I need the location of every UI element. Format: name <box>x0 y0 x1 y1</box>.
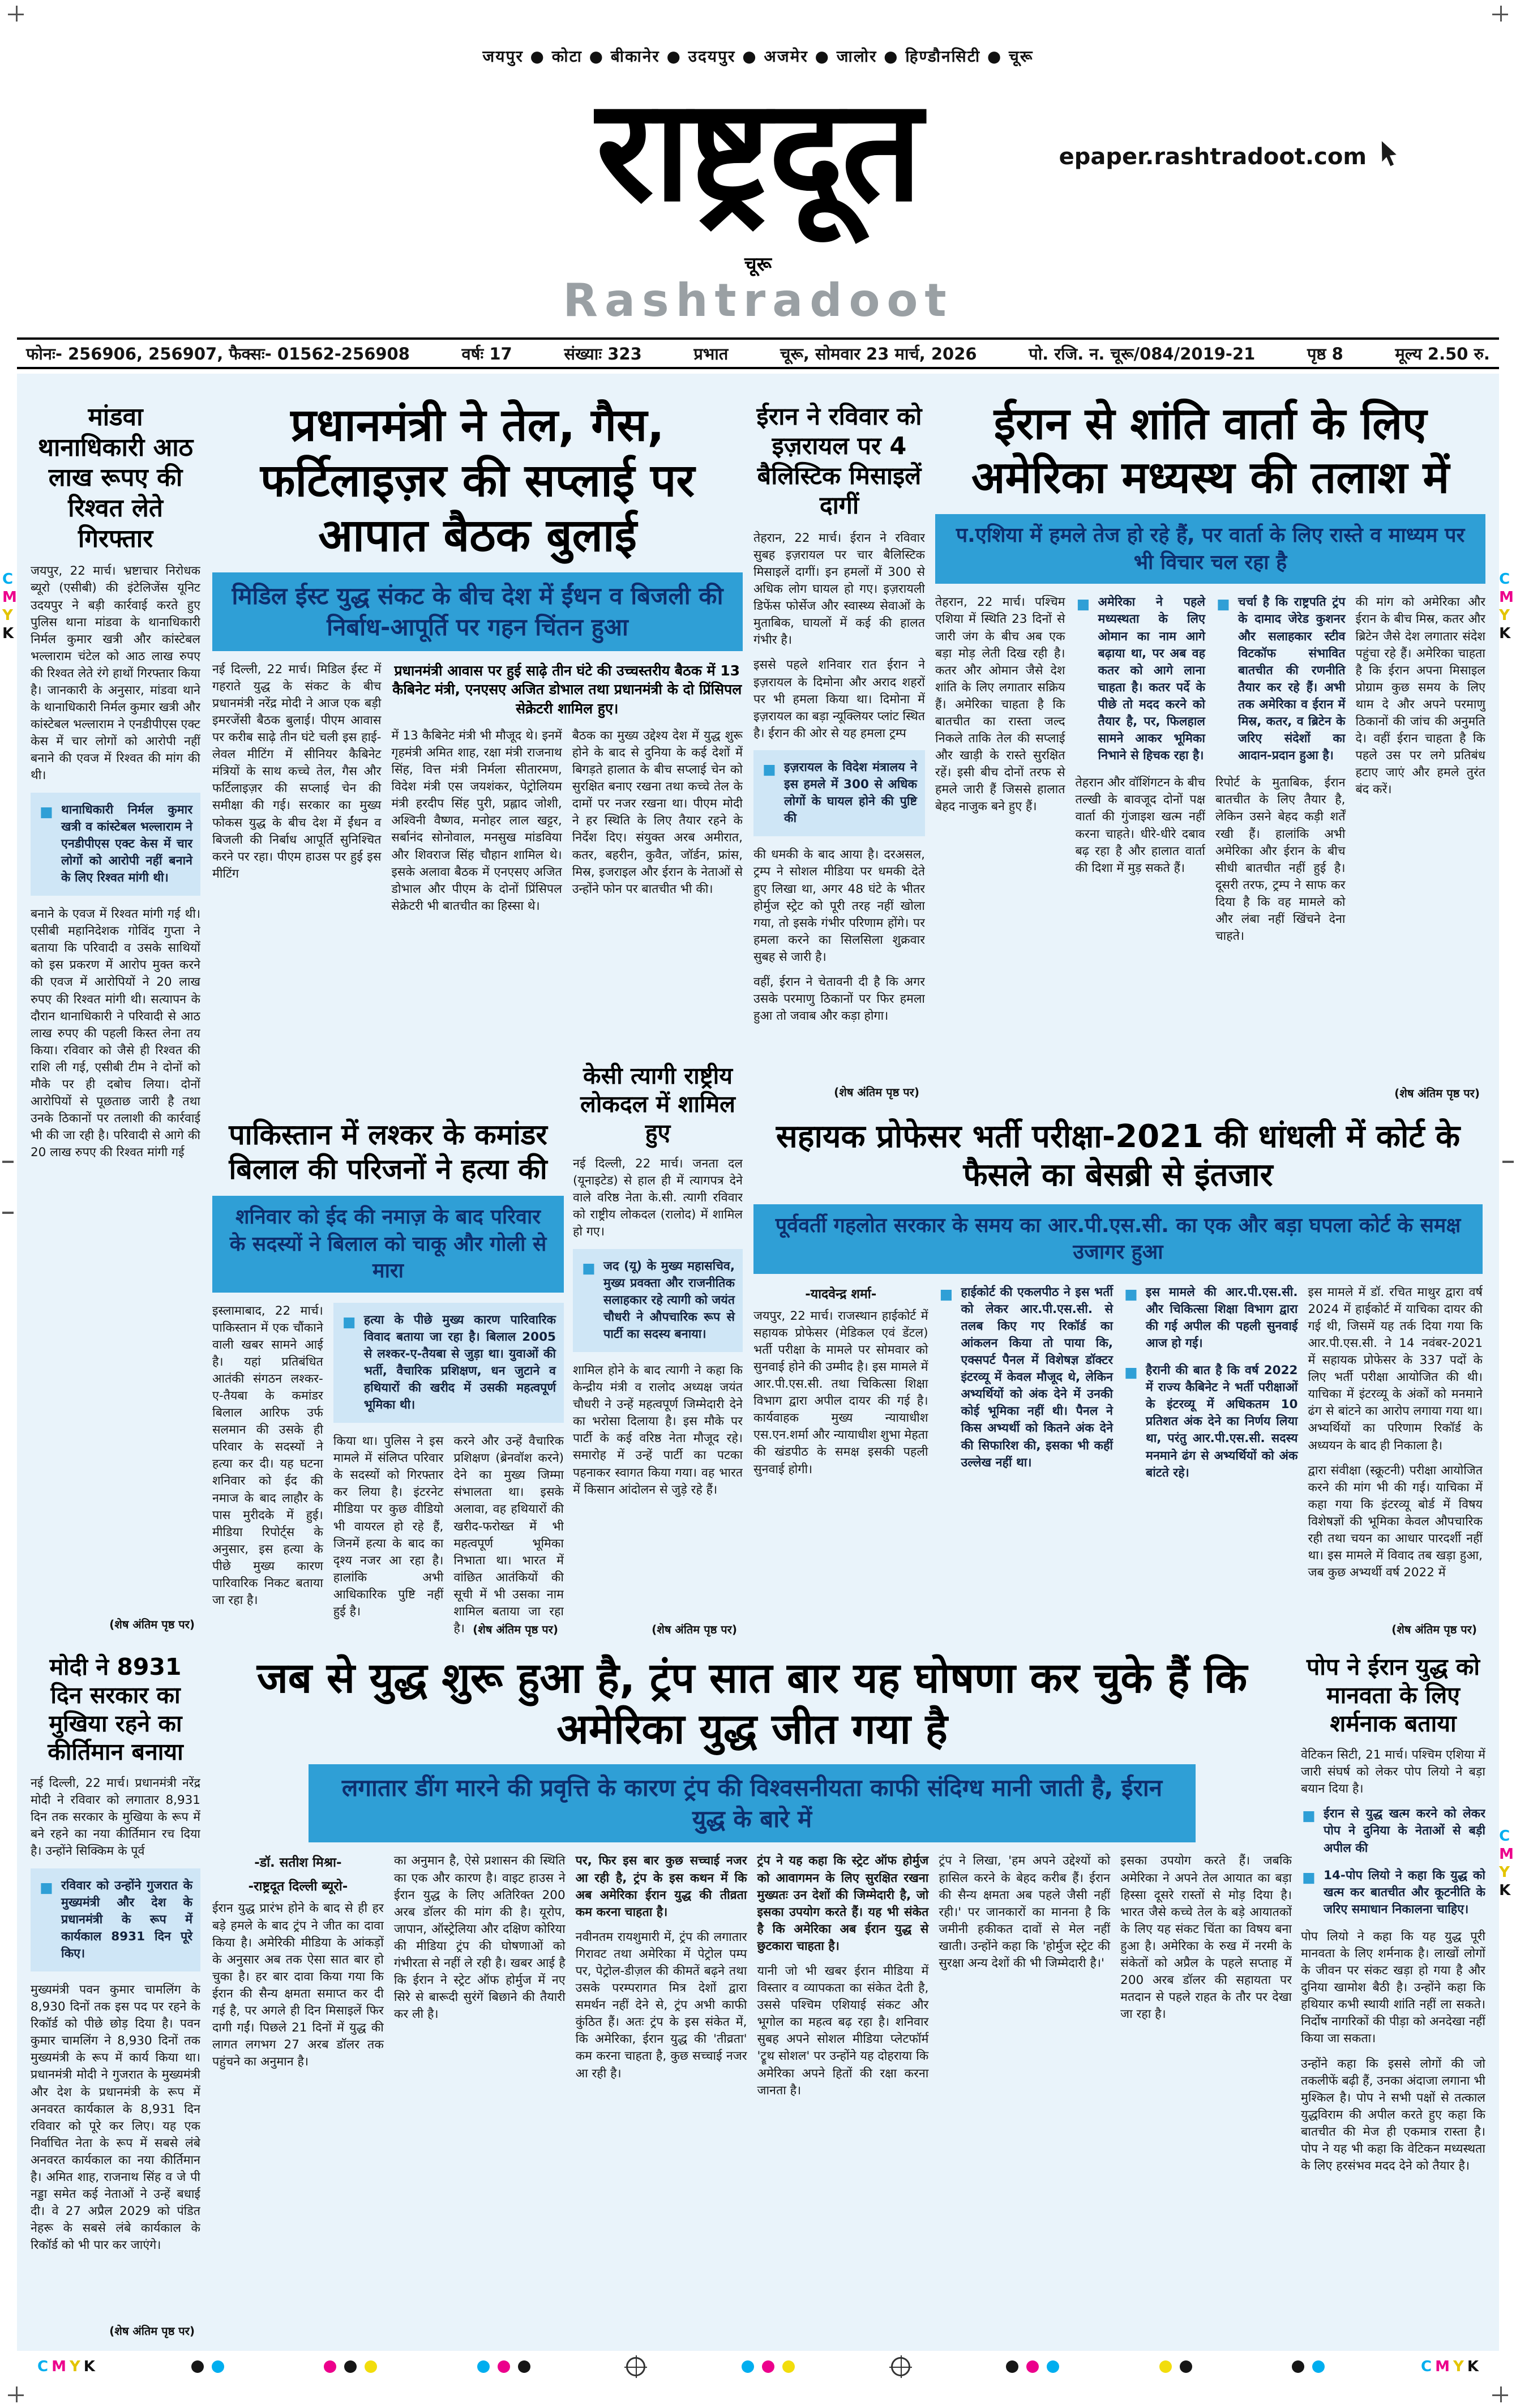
body-text: ट्रंप ने लिखा, 'हम अपने उद्देश्यों को हासिल करने के बेहद करीब हैं। ईरान की सैन्य क्षमता अब पहले जैसी नहीं रही।' पर जानकारों का मानना है कि जमीनी हकीकत दावों से मेल नहीं खाती। उन्होंने कहा कि 'होर्मुज स्ट्रेट की सुरक्षा अन्य देशों की भी जिम्मेदारी है।' <box>939 1854 1111 1970</box>
yellow-letter: Y <box>69 2358 80 2375</box>
body-text: करने और उन्हें वैचारिक प्रशिक्षण (ब्रेनवॉश करने) देने का मुख्य जिम्मा संभालता था। इसके अलावा, वह हथियारों की खरीद-फरोख्त में भी महत्वपूर्ण भूमिका निभाता था। भारत में वांछित आतंकियों की सूची में भी उसका नाम शामिल बताया जा रहा है। <box>453 1434 564 1636</box>
color-dots <box>1155 2360 1196 2373</box>
body-text: नवीनतम रायशुमारी में, ट्रंप की लगातार गिरावट तथा अमेरिका में पेट्रोल पम्प पर, पेट्रोल-डीज़ल की कीमतें बढ़ने तथा उसके परम्परागत मित्र देशों द्वारा समर्थन नहीं देने से, ट्रंप अभी काफी कुंठित हैं। अतः ट्रंप के इस संकेत में, कि अमेरिका, ईरान युद्ध की 'तीव्रता' कम करना चाहता है, कुछ सच्चाई नजर आ रही है। <box>575 1930 747 2081</box>
body-text: इससे पहले शनिवार रात ईरान ने इज़रायल के दिमोना और अराद शहरों पर भी हमला किया था। दिमोना में इज़रायल का बड़ा न्यूक्लियर प्लांट स्थित है। ईरान की ओर से यह हमला ट्रम्प <box>753 658 925 741</box>
volume: वर्षः 17 <box>461 344 512 363</box>
headline: जब से युद्ध शुरू हुआ है, ट्रंप सात बार यह घोषणा कर चुके हैं कि अमेरिका युद्ध जीत गया है <box>256 1654 1248 1754</box>
headline: पोप ने ईरान युद्ध को मानवता के लिए शर्मनाक बताया <box>1307 1653 1480 1738</box>
highlight-box <box>753 750 925 836</box>
registration-marks-row <box>17 2354 1499 2379</box>
highlight-paragraph: प्रधानमंत्री आवास पर हुई साढ़े तीन घंटे की उच्चस्तरीय बैठक में 13 कैबिनेट मंत्री, एनएसए अजित डोभाल तथा प्रधानमंत्री के दो प्रिंसिपल सेक्रेटरी शामिल हुए। <box>392 662 742 717</box>
body-text: जयपुर, 22 मार्च। राजस्थान हाईकोर्ट में सहायक प्रोफेसर (मेडिकल एवं डेंटल) भर्ती परीक्षा के मामले पर सोमवार को सुनवाई होने की उम्मीद है। इस मामले में आर.पी.एस.सी. तथा चिकित्सा शिक्षा विभाग द्वारा अपील दायर की गई है। कार्यवाहक मुख्य न्यायाधीश एस.एन.शर्मा और न्यायाधीश शुभा मेहता की खंडपीठ के समक्ष इसकी पहली सुनवाई होगी। <box>753 1308 928 1477</box>
bullet-item: ■ चर्चा है कि राष्ट्रपति ट्रंप के दामाद जेरेड कुशनर और सलाहकार स्टीव विटकॉफ संभावित बातचीत की रणनीति तैयार कर रहे हैं। अभी तक अमेरिका व ईरान में मिस्र, कतर, व ब्रिटेन के जरिए संदेशों का आदान-प्रदान हुआ है। <box>1215 594 1346 764</box>
headline: ईरान से शांति वार्ता के लिए अमेरिका मध्यस्थ की तलाश में <box>971 399 1450 504</box>
highlight-box <box>333 1303 564 1423</box>
continued-note: (शेष अंतिम पृष्ठ पर) <box>1387 1085 1480 1101</box>
magenta-letter: M <box>1499 589 1514 606</box>
masthead <box>0 0 1516 374</box>
body-columns <box>212 1853 1292 2107</box>
bullet-item: ■ ईरान से युद्ध खत्म करने को लेकर पोप ने दुनिया के नेताओं से बड़ी अपील की <box>1301 1806 1485 1857</box>
body-text: नई दिल्ली, 22 मार्च। मिडिल ईस्ट में गहराते युद्ध के संकट के बीच प्रधानमंत्री नरेंद्र मोदी ने आज एक बड़ी इमरजेंसी बैठक बुलाई। पीएम आवास पर करीब साढ़े तीन घंटे चली इस हाई-लेवल मीटिंग में सीनियर कैबिनेट मंत्रियों के साथ कच्चे तेल, गैस और फर्टिलाइज़र की सप्लाई चेन की समीक्षा की गई। सरकार का मुख्य फोकस युद्ध के बीच देश में ईंधन व बिजली की निर्बाध आपूर्ति सुनिश्चित करने पर रहा। पीएम हाउस पर हुई इस मीटिंग <box>212 662 382 881</box>
yellow-letter: Y <box>1499 1864 1510 1881</box>
cmyk-strip-right-top <box>1499 572 1514 641</box>
headline: प्रधानमंत्री ने तेल, गैस, फर्टिलाइज़र की सप्लाई पर आपात बैठक बुलाई <box>260 399 695 562</box>
color-dots <box>473 2360 534 2373</box>
registration-dash <box>2 1161 14 1163</box>
body-column <box>212 1853 384 2107</box>
registration-target <box>891 2357 910 2376</box>
bullet-item: ■ हैरानी की बात है कि वर्ष 2022 में राज्य कैबिनेट ने भर्ती परीक्षाओं के इंटरव्यू में अधिकतम 10 प्रतिशत अंक देने का निर्णय लिया था, परंतु आर.पी.एस.सी. सदस्य मनमाने ढंग से अभ्यर्थियों को अंक बांटते रहे। <box>1123 1362 1298 1482</box>
body-columns <box>333 1433 564 1641</box>
bullet-item: ■ थानाधिकारी निर्मल कुमार खत्री व कांस्टेबल भल्लाराम ने एनडीपीएस एक्ट केस में चार लोगों को आरोपी नहीं बनाने के लिए रिश्वत मांगी थी। <box>38 802 192 887</box>
article-kc-tyagi <box>573 1062 743 1641</box>
black-letter: K <box>2 625 14 642</box>
headline: केसी त्यागी राष्ट्रीय लोकदल में शामिल हुए <box>580 1062 735 1147</box>
body-text: उन्होंने कहा कि इससे लोगों की जो तकलीफें बढ़ी हैं, उनका अंदाजा लगाना भी मुश्किल है। पोप ने सभी पक्षों से तत्काल युद्धविराम की अपील करते हुए कहा कि बातचीत की मेज ही एकमात्र रास्ता है। पोप ने यह भी कहा कि वेटिकन मध्यस्थता के लिए हरसंभव मदद देने को तैयार है। <box>1301 2056 1485 2174</box>
body-text: पर, फिर इस बार कुछ सच्चाई नजर आ रही है, ट्रंप के इस कथन में कि अब अमेरिका ईरान युद्ध की तीव्रता कम करना चाहता है। <box>575 1854 747 1919</box>
byline: -यादवेन्द्र शर्मा- <box>805 1286 877 1302</box>
epaper-link[interactable] <box>1059 139 1403 174</box>
color-dots <box>320 2360 381 2373</box>
body-columns <box>753 1284 1483 1590</box>
black-letter: K <box>1467 2358 1479 2375</box>
bullet-item: ■ हत्या के पीछे मुख्य कारण पारिवारिक विवाद बताया जा रहा है। बिलाल 2005 से लश्कर-ए-तैयबा से जुड़ा था। युवाओं की भर्ती, वैचारिक प्रशिक्षण, धन जुटाने व हथियारों की खरीद में उसकी महत्वपूर्ण भूमिका थी। <box>341 1312 556 1414</box>
headline: पाकिस्तान में लश्कर के कमांडर बिलाल की परिजनों ने हत्या की <box>229 1118 547 1186</box>
cursor-icon <box>1378 139 1403 174</box>
body-text: वेटिकन सिटी, 21 मार्च। पश्चिम एशिया में जारी संघर्ष को लेकर पोप लियो ने बड़ा बयान दिया है। <box>1301 1748 1485 1797</box>
highlight-box <box>31 793 200 896</box>
newspaper-logo: राष्ट्रदूत <box>596 68 920 233</box>
body-text: ट्रंप ने यह कहा कि स्ट्रेट ऑफ होर्मुज को आवागमन के लिए सुरक्षित रखना मुख्यतः उन देशों की जिम्मेदारी है, जो इसका उपयोग करते हैं। यह भी संकेत है कि अमेरिका अब ईरान युद्ध से छुटकारा चाहता है। <box>757 1854 929 1953</box>
info-bar <box>17 337 1499 369</box>
body-columns <box>935 594 1485 953</box>
body-text: नई दिल्ली, 22 मार्च। जनता दल (यूनाइटेड) से हाल ही में त्यागपत्र देने वाले वरिष्ठ नेता के.सी. त्यागी रविवार को राष्ट्रीय लोकदल (रालोद) में शामिल हो गए। <box>573 1157 743 1239</box>
continued-note: (शेष अंतिम पृष्ठ पर) <box>1385 1622 1477 1637</box>
body-text: मुख्यमंत्री पवन कुमार चामलिंग के 8,930 दिनों तक इस पद पर रहने के रिकॉर्ड को पीछे छोड़ दिया है। पवन कुमार चामलिंग ने 8,930 दिनों तक मुख्यमंत्री के रूप में कार्य किया था। प्रधानमंत्री मोदी ने गुजरात के मुख्यमंत्री और देश के प्रधानमंत्री के रूप में अनवरत कार्यकाल के 8,931 दिन रविवार को पूरे कर लिए। यह एक निर्वाचित नेता के रूप में सबसे लंबे अनवरत कार्यकाल का नया कीर्तिमान है। अमित शाह, राजनाथ सिंह व जे पी नड्डा समेत कई नेताओं ने उन्हें बधाई दी। वे 27 अप्रैल 2029 को पंडित नेहरू के सबसे लंबे कार्यकाल के रिकॉर्ड को भी पार कर जाएंगे। <box>31 1983 200 2253</box>
date-line: चूरू, सोमवार 23 मार्च, 2026 <box>780 344 977 363</box>
byline: -डॉ. सतीश मिश्रा- <box>254 1855 342 1871</box>
body-text: वहीं, ईरान ने चेतावनी दी है कि अगर उसके परमाणु ठिकानों पर फिर हमला हुआ तो जवाब और कड़ा होगा। <box>753 974 925 1024</box>
bullet-item: ■ जद (यू) के मुख्य महासचिव, मुख्य प्रवक्ता और राजनीतिक सलाहकार रहे त्यागी को जयंत चौधरी ने औपचारिक रूप से पार्टी का सदस्य बनाया। <box>581 1258 735 1343</box>
page-count: पृष्ठ 8 <box>1307 344 1343 363</box>
continued-note: (शेष अंतिम पृष्ठ पर) <box>827 1084 919 1100</box>
body-text: की मांग को अमेरिका और ईरान के बीच मिस्र, कतर और ब्रिटेन जैसे देश लगातार संदेश पहुंचा रहे हैं। अमेरिका चाहता है कि ईरान अपना मिसाइल प्रोग्राम कुछ समय के लिए थाम दे और अपने परमाणु ठिकानों की जांच की अनुमति दे। वहीं ईरान चाहता है कि पहले उस पर लगे प्रतिबंध हटाए जाएं और हमले तुरंत बंद करें। <box>1355 595 1485 797</box>
magenta-letter: M <box>2 589 17 606</box>
headline: सहायक प्रोफेसर भर्ती परीक्षा-2021 की धांधली में कोर्ट के फैसले का बेसब्री से इंतजार <box>776 1118 1461 1194</box>
issue-number: संख्याः 323 <box>564 344 642 363</box>
color-dots <box>1002 2360 1063 2373</box>
article-iran-missiles <box>753 402 925 1104</box>
cmyk-strip-left-top <box>2 572 17 641</box>
bullet-item: ■ इस मामले की आर.पी.एस.सी. और चिकित्सा शिक्षा विभाग द्वारा की गई अपील की पहली सुनवाई आज हो गई। <box>1123 1284 1298 1352</box>
magenta-letter: M <box>52 2358 66 2375</box>
kicker: पूर्ववर्ती गहलोत सरकार के समय का आर.पी.एस.सी. का एक और बड़ा घपला कोर्ट के समक्ष उजागर हुआ <box>753 1204 1483 1274</box>
body-text: का अनुमान है, ऐसे प्रशासन की स्थिति का एक और कारण है। वाइट हाउस ने ईरान युद्ध के लिए अतिरिक्त 200 अरब डॉलर की मांग की है। यूरोप, जापान, ऑस्ट्रेलिया और दक्षिण कोरिया की मीडिया ट्रंप की घोषणाओं को गंभीरता से नहीं ले रही है। खबर आई है कि ईरान ने स्ट्रेट ऑफ होर्मुज में नए सिरे से बारूदी सुरंगें बिछाने की तैयारी कर ली है। <box>393 1854 566 2022</box>
body-column <box>1308 1284 1483 1590</box>
continued-note: (शेष अंतिम पृष्ठ पर) <box>102 2323 195 2338</box>
continued-note: (शेष अंतिम पृष्ठ पर) <box>466 1622 558 1637</box>
headline: मांडवा थानाधिकारी आठ लाख रूपए की रिश्वत लेते गिरफ्तार <box>37 403 194 553</box>
registration-dash <box>2 1212 14 1214</box>
body-text: में 13 कैबिनेट मंत्री भी मौजूद थे। इनमें गृहमंत्री अमित शाह, रक्षा मंत्री राजनाथ सिंह, वित्त मंत्री निर्मला सीतारमण, विदेश मंत्री एस जयशंकर, पेट्रोलियम मंत्री हरदीप सिंह पुरी, प्रह्लाद जोशी, अश्विनी वैष्णव, मनोहर लाल खट्टर, सर्बानंद सोनोवाल, मनसुख मांडविया और शिवराज सिंह चौहान शामिल थे। इसके अलावा बैठक में एनएसए अजित डोभाल और पीएम के दोनों प्रिंसिपल सेक्रेटरी भी बातचीत का हिस्सा थे। <box>391 728 562 913</box>
body-text: इसका उपयोग करते हैं। जबकि अमेरिका ने अपने तेल आयात का बड़ा हिस्सा दूसरे रास्तों से मोड़ दिया है। भारत जैसे कच्चे तेल के बड़े आयातकों के लिए यह संकट चिंता का विषय बना हुआ है। अमेरिका के रुख में नरमी के संकेतों को अप्रैल के पहले सप्ताह में 200 अरब डॉलर की सहायता पर मतदान से पहले राहत के तौर पर देखा जा रहा है। <box>1120 1854 1292 2022</box>
yellow-letter: Y <box>2 607 13 624</box>
highlight-box <box>573 1249 743 1352</box>
body-text: की धमकी के बाद आया है। दरअसल, ट्रम्प ने सोशल मीडिया पर धमकी देते हुए लिखा था, अगर 48 घंटे के भीतर होर्मुज स्ट्रेट को पूरी तरह नहीं खोला गया, तो इसके गंभीर परिणाम होंगे। पर हमला करने का सिलसिला शुक्रवार सुबह से जारी है। <box>753 848 925 964</box>
cyan-letter: C <box>37 2358 49 2375</box>
article-professor-exam <box>753 1118 1483 1641</box>
body-right <box>333 1303 564 1641</box>
article-trump-claims <box>212 1653 1292 2343</box>
body-text: पोप लियो ने कहा कि यह युद्ध पूरी मानवता के लिए शर्मनाक है। लाखों लोगों के जीवन पर संकट खड़ा हो गया है और दुनिया खामोश बैठी है। उन्होंने कहा कि हथियार कभी स्थायी शांति नहीं ला सकते। निर्दोष नागरिकों की पीड़ा को अनदेखा नहीं किया जा सकता। <box>1301 1929 1485 2046</box>
bullet-item: ■ रविवार को उन्होंने गुजरात के मुख्यमंत्री और देश के प्रधानमंत्री के रूप में कार्यकाल 8931 दिन पूरे किए। <box>38 1877 192 1962</box>
body-column <box>939 1284 1114 1590</box>
body-column <box>1123 1284 1298 1590</box>
price: मूल्य 2.50 रु. <box>1395 344 1490 363</box>
black-letter: K <box>83 2358 95 2375</box>
cyan-letter: C <box>1421 2358 1432 2375</box>
phone-fax: फोनः- 256906, 256907, फैक्सः- 01562-256908 <box>26 344 410 363</box>
cmyk-mark-left <box>37 2358 95 2375</box>
body-text: रिपोर्ट के मुताबिक, ईरान बातचीत के लिए तैयार है, लेकिन उसने बेहद कड़ी शर्तें रखी हैं। हालांकि अभी अमेरिका और ईरान के बीच सीधी बातचीत नहीं हुई है। दूसरी तरफ, ट्रम्प ने साफ कर दिया है कि वह मामले को और लंबा नहीं खिंचने देना चाहते। <box>1215 776 1346 944</box>
body-text: यानी जो भी खबर ईरान मीडिया में विस्तार व व्यापकता का संकेत देती है, उससे पश्चिम एशियाई संकट और भूगोल का महत्व बढ़ रहा है। शनिवार सुबह अपने सोशल मीडिया प्लेटफॉर्म 'ट्रूथ सोशल' पर उन्होंने यह दोहराया कि अमेरिका अपने हितों की रक्षा करना जानता है। <box>757 1964 929 2098</box>
body-text: जयपुर, 22 मार्च। भ्रष्टाचार निरोधक ब्यूरो (एसीबी) की इंटेलिजेंस यूनिट उदयपुर ने बड़ी कार्रवाई करते हुए पुलिस थाना मांडवा के थानाधिकारी निर्मल कुमार खत्री और कांस्टेबल भल्लाराम चंटेल को आठ लाख रुपए की रिश्वत लेते रंगे हाथों गिरफ्तार किया है। जानकारी के अनुसार, मांडवा थाने के थानाधिकारी निर्मल कुमार खत्री और कांस्टेबल भल्लाराम ने एनडीपीएस एक्ट केस में चार लोगों को आरोपी नहीं बनाने की एवज में रिश्वत की मांग की थी। <box>31 564 200 783</box>
body-column <box>576 1853 747 2107</box>
cyan-letter: C <box>2 571 14 588</box>
yellow-letter: Y <box>1453 2358 1464 2375</box>
byline: -राष्ट्रदूत दिल्ली ब्यूरो- <box>248 1879 348 1894</box>
headline: मोदी ने 8931 दिन सरकार का मुखिया रहने का कीर्तिमान बनाया <box>48 1653 183 1766</box>
article-body-grid <box>212 1303 564 1641</box>
kicker: शनिवार को ईद की नमाज़ के बाद परिवार के सदस्यों ने बिलाल को चाकू और गोली से मारा <box>212 1196 564 1293</box>
body-text: इस मामले में डॉ. रचित माथुर द्वारा वर्ष 2024 में हाईकोर्ट में याचिका दायर की गई थी, जिसमें यह तर्क दिया गया कि आर.पी.एस.सी. ने 14 नवंबर-2021 में सहायक प्रोफेसर के 337 पदों के लिए भर्ती परीक्षा आयोजित की थी। याचिका में इंटरव्यू के अंकों को मनमाने ढंग से बांटने का आरोप लगाया गया था। अभ्यर्थियों का परिणाम रिकॉर्ड के अध्ययन के बाद ही निकाला है। <box>1308 1285 1483 1453</box>
bullet-item: ■ अमेरिका ने पहले मध्यस्थता के लिए ओमान का नाम आगे बढ़ाया था, पर अब वह कतर को आगे लाना चाहता है। कतर पर्दे के पीछे तो मदद करने को तैयार है, पर, फिलहाल सामने आकर भूमिका निभाने से हिचक रहा है। <box>1076 594 1206 764</box>
cities-line: जयपुर ● कोटा ● बीकानेर ● उदयपुर ● अजमेर ● जालोर ● हिण्डौनसिटी ● चूरू <box>482 47 1034 66</box>
crop-mark <box>8 2386 24 2402</box>
kicker: मिडिल ईस्ट युद्ध संकट के बीच देश में ईंधन व बिजली की निर्बाध-आपूर्ति पर गहन चिंतन हुआ <box>212 572 743 651</box>
article-bribe-arrest <box>31 402 200 1636</box>
body-text: ईरान युद्ध प्रारंभ होने के बाद से ही हर बड़े हमले के बाद ट्रंप ने जीत का दावा किया है। अमेरिकी मीडिया के आंकड़ों के अनुसार अब तक ऐसा सात बार हो चुका है। हर बार दावा किया गया कि ईरान की सैन्य क्षमता समाप्त कर दी गई है, पर अगले ही दिन मिसाइलें फिर दागी गईं। पिछले 21 दिनों में युद्ध की लागत लगभग 27 अरब डॉलर तक पहुंचने का अनुमान है। <box>212 1901 384 2069</box>
article-pope-statement <box>1301 1653 1485 2343</box>
continued-note: (शेष अंतिम पृष्ठ पर) <box>102 1616 195 1632</box>
body-text: तेहरान, 22 मार्च। पश्चिम एशिया में स्थिति 23 दिनों से जारी जंग के बीच अब एक बड़ा मोड़ लेती दिख रही है। कतर और ओमान जैसे देश शांति के लिए लगातार सक्रिय हैं। अमेरिका चाहता है कि बातचीत का रास्ता जल्द निकले ताकि तेल की सप्लाई और खाड़ी के रास्ते सुरक्षित रहें। इसी बीच दोनों तरफ से हमले जारी हैं जिससे हालात बेहद नाजुक बने हुए हैं। <box>935 595 1065 814</box>
body-columns <box>391 728 743 923</box>
article-peace-talks <box>935 397 1485 1105</box>
newspaper-logo-english: Rashtradoot <box>563 274 953 327</box>
bullet-item: ■ हाईकोर्ट की एकलपीठ ने इस भर्ती को लेकर आर.पी.एस.सी. से तलब किए गए रिकॉर्ड का आंकलन किया तो पाया कि, एक्सपर्ट पैनल में विशेषज्ञ डॉक्टर इंटरव्यू में केवल मौजूद थे, लेकिन अभ्यर्थियों को अंक देने में उनकी कोई भूमिका नहीं थी। पैनल ने किस अभ्यर्थी को कितने अंक देने की सिफारिश की, इसका भी कहीं उल्लेख नहीं था। <box>939 1284 1114 1472</box>
postal-registration: पो. रजि. न. चूरू/084/2019-21 <box>1029 344 1256 363</box>
body-text: तेहरान और वॉशिंगटन के बीच तल्खी के बावजूद दोनों पक्ष वार्ता की गुंजाइश खत्म नहीं करना चाहते। धीरे-धीरे दबाव बढ़ रहा है और हालात वार्ता की दिशा में मुड़ सकते हैं। <box>1075 776 1205 875</box>
body-text: इस्लामाबाद, 22 मार्च। पाकिस्तान में एक चौंकाने वाली खबर सामने आई है। यहां प्रतिबंधित आतंकी संगठन लश्कर-ए-तैयबा के कमांडर बिलाल आरिफ उर्फ सलमान की उसके ही परिवार के सदस्यों ने हत्या कर दी। यह घटना शनिवार को ईद की नमाज के बाद लाहौर के पास मुरीदके में हुई। मीडिया रिपोर्ट्स के अनुसार, इस हत्या के पीछे मुख्य कारण पारिवारिक निकट बताया जा रहा है। <box>212 1303 323 1608</box>
registration-target <box>626 2357 645 2376</box>
crop-mark <box>8 6 24 22</box>
kicker: प.एशिया में हमले तेज हो रहे हैं, पर वार्ता के लिए रास्ते व माध्यम पर भी विचार चल रहा है <box>935 514 1485 584</box>
article-modi-record <box>31 1653 200 2343</box>
headline: ईरान ने रविवार को इज़रायल पर 4 बैलिस्टिक मिसाइलें दागीं <box>756 403 922 520</box>
magenta-letter: M <box>1435 2358 1450 2375</box>
cmyk-strip-right-bottom <box>1499 1829 1514 1898</box>
kicker: लगातार डींग मारने की प्रवृत्ति के कारण ट्रंप की विश्वसनीयता काफी संदिग्ध मानी जाती है, ईरान युद्ध के बारे में <box>309 1764 1196 1843</box>
edition-label: चूरू <box>744 253 772 276</box>
highlight-box <box>31 1868 200 1971</box>
body-text: किया था। पुलिस ने इस मामले में संलिप्त परिवार के सदस्यों को गिरफ्तार कर लिया है। इंटरनेट मीडिया पर कुछ वीडियो भी वायरल हो रहे हैं, जिनमें हत्या के बाद का दृश्य नजर आ रहा है। हालांकि अभी आधिकारिक पुष्टि नहीं हुई है। <box>333 1434 444 1619</box>
cyan-letter: C <box>1499 1828 1510 1845</box>
yellow-letter: Y <box>1499 607 1510 624</box>
body-column <box>753 1284 928 1590</box>
color-dots <box>1288 2360 1329 2373</box>
body-text: बैठक का मुख्य उद्देश्य देश में युद्ध शुरू होने के बाद से दुनिया के कई देशों में बिगड़ते हालात के बीच सप्लाई चेन को सुरक्षित बनाए रखना तथा कच्चे तेल के दामों पर नजर रखना था। पीएम मोदी ने हर स्थिति के लिए तैयार रहने के निर्देश दिए। संयुक्त अरब अमीरात, कतर, बहरीन, कुवैत, जॉर्डन, फ्रांस, मिस्र, इजराइल और ईरान के नेताओं से उन्होंने फोन पर बातचीत भी की। <box>572 728 743 896</box>
cmyk-mark-right <box>1421 2358 1479 2375</box>
black-letter: K <box>1499 625 1511 642</box>
body-column <box>757 1853 929 2107</box>
crop-mark <box>1492 6 1508 22</box>
body-column <box>1076 594 1206 953</box>
article-pm-meeting <box>212 397 743 1104</box>
magenta-letter: M <box>1499 1846 1514 1863</box>
body-text: द्वारा संवीक्षा (स्क्रूटनी) परीक्षा आयोजित करने की मांग भी की गई। याचिका में कहा गया कि इंटरव्यू बोर्ड में विषय विशेषज्ञों की भूमिका केवल औपचारिक रही तथा चयन का आधार पारदर्शी नहीं था। इस मामले में विवाद तब खड़ा हुआ, जब कुछ अभ्यर्थी वर्ष 2022 में <box>1308 1463 1483 1580</box>
color-dots <box>187 2360 228 2373</box>
crop-mark <box>1492 2386 1508 2402</box>
epaper-url[interactable]: epaper.rashtradoot.com <box>1059 144 1367 170</box>
registration-dash <box>1502 1161 1514 1163</box>
continued-note: (शेष अंतिम पृष्ठ पर) <box>645 1622 737 1637</box>
body-right <box>391 661 743 923</box>
body-text: तेहरान, 22 मार्च। ईरान ने रविवार सुबह इज़रायल पर चार बैलिस्टिक मिसाइलें दागीं। इन हमलों में 300 से अधिक लोग घायल हो गए। इज़रायली डिफेंस फोर्सेज और स्वास्थ्य सेवाओं के मुताबिक, घायलों में कई की हालत गंभीर है। <box>753 531 925 648</box>
body-text: नई दिल्ली, 22 मार्च। प्रधानमंत्री नरेंद्र मोदी ने रविवार को लगातार 8,931 दिन तक सरकार के मुखिया के रूप में बने रहने का नया कीर्तिमान रच दिया है। उन्होंने सिक्किम के पूर्व <box>31 1776 200 1859</box>
bullet-item: ■ 14-पोप लियो ने कहा कि युद्ध को खत्म कर बातचीत और कूटनीति के जरिए समाधान निकालना चाहिए। <box>1301 1867 1485 1918</box>
bullet-item: ■ इज़रायल के विदेश मंत्रालय ने इस हमले में 300 से अधिक लोगों के घायल होने की पुष्टि की <box>761 759 917 827</box>
black-letter: K <box>1499 1882 1511 1899</box>
article-lashkar-commander <box>212 1118 564 1641</box>
content-area <box>17 374 1499 2351</box>
article-body-grid <box>212 661 743 923</box>
cyan-letter: C <box>1499 571 1510 588</box>
body-text: बनाने के एवज में रिश्वत मांगी गई थी। एसीबी महानिदेशक गोविंद गुप्ता ने बताया कि परिवादी व उसके साथियों को इस प्रकरण में आरोप मुक्त करने की एवज में आरोपियों ने 20 लाख रुपए की रिश्वत मांगी थी। सत्यापन के दौरान थानाधिकारी ने परिवादी से आठ लाख रुपए की पहली किस्त लेना तय किया। रविवार को जैसे ही रिश्वत की राशि ली गई, एसीबी टीम ने दोनों को मौके पर ही दबोच लिया। दोनों आरोपियों से पूछताछ जारी है तथा उनके ठिकानों पर तलाशी की कार्रवाई भी की जा रही है। परिवादी से आगे की 20 लाख रुपए की रिश्वत मांगी गई <box>31 907 200 1160</box>
body-column <box>1215 594 1346 953</box>
body-text: शामिल होने के बाद त्यागी ने कहा कि केन्द्रीय मंत्री व रालोद अध्यक्ष जयंत चौधरी ने उन्हें महत्वपूर्ण जिम्मेदारी देने का भरोसा दिलाया है। इस मौके पर पार्टी के कई वरिष्ठ नेता मौजूद रहे। समारोह में उन्हें पार्टी का पटका पहनाकर स्वागत किया गया। वह भारत में किसान आंदोलन से जुड़े रहे हैं। <box>573 1363 743 1497</box>
color-dots <box>738 2360 799 2373</box>
edition-name: प्रभात <box>693 344 729 363</box>
